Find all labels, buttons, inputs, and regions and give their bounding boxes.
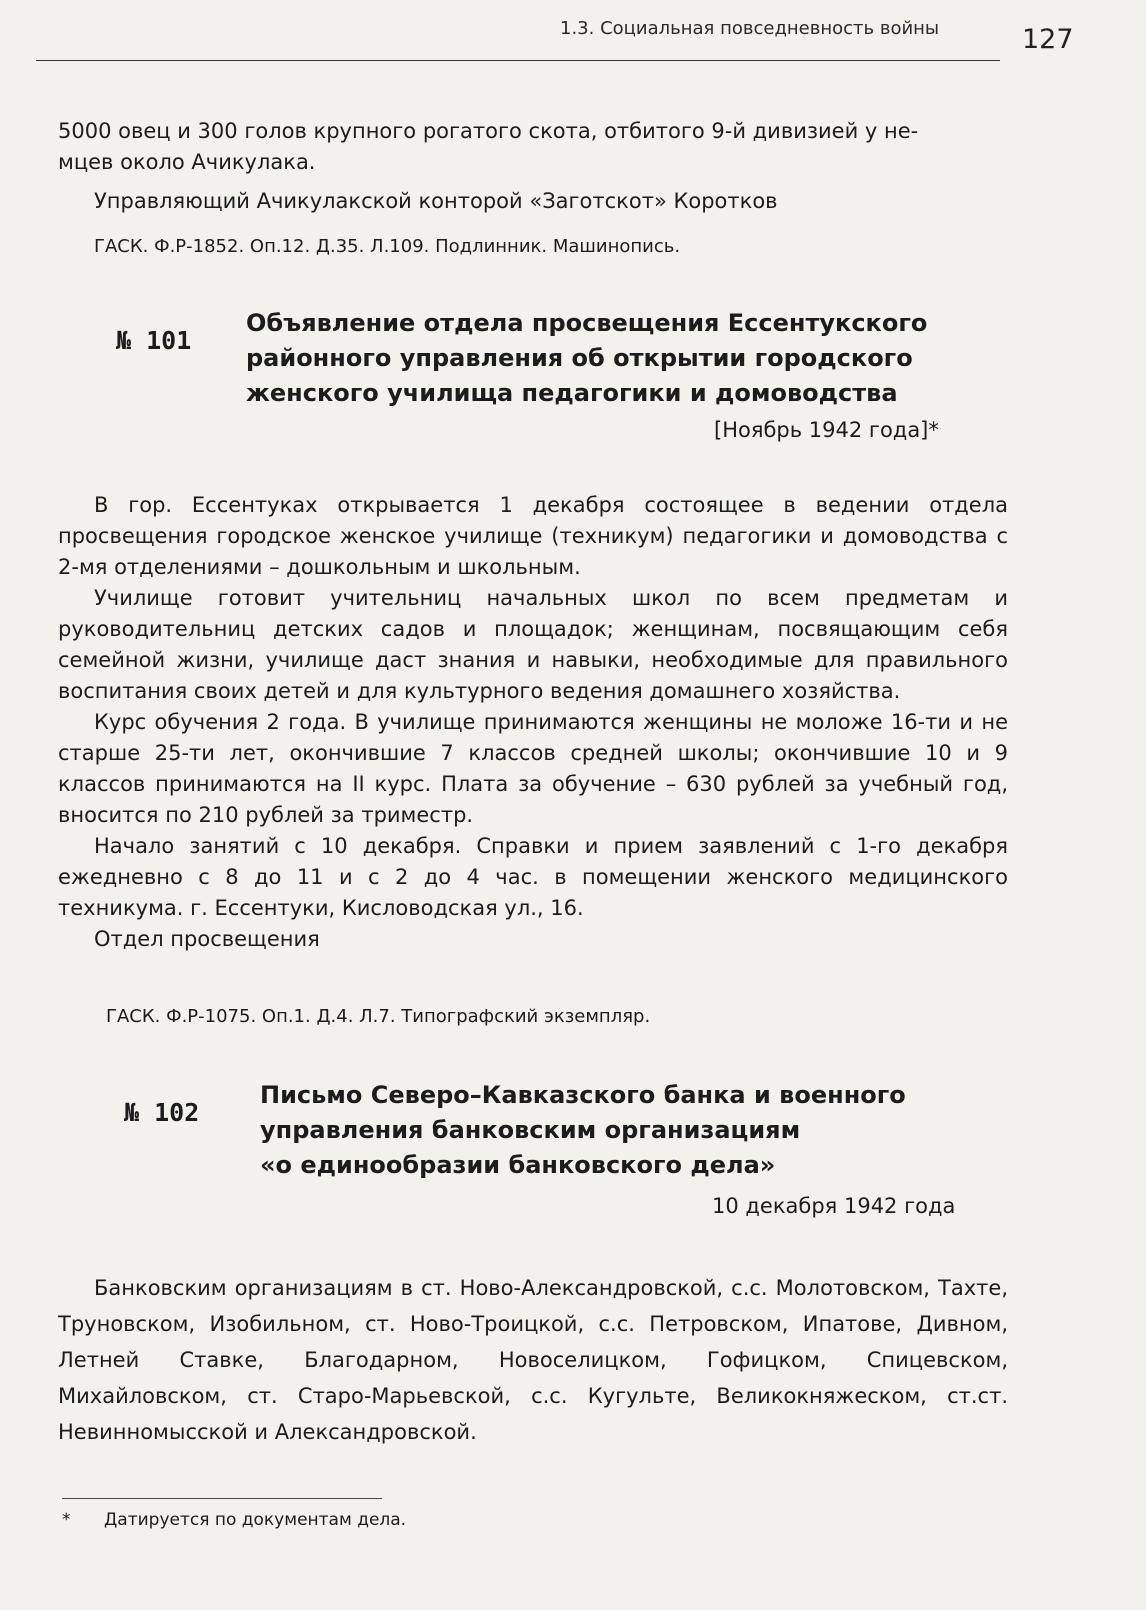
doc-101-number: № 101 — [116, 326, 192, 355]
doc-102-paragraph: Банковским организациям в ст. Ново-Александровской, с.с. Молотовском, Тахте, Труновском, Изобильном, ст. Ново-Троицкой, с.с. Петровском, Ипатове, Дивном, Летней Ставке, Благодарном, Новоселицком, Гофицком, Спицевском, Михайловском, ст. Старо-Марьевской, с.с. Кугульте, Великокняжеском, ст.ст. Невинномысской и Александровской. — [58, 1276, 1008, 1444]
footnote-rule — [62, 1498, 382, 1499]
doc-102-title-line-2: управления банковским организациям — [260, 1116, 801, 1144]
prev-doc-line-2: мцев около Ачикулака. — [58, 150, 316, 174]
page-number: 127 — [1022, 24, 1074, 55]
prev-doc-text — [58, 116, 1008, 178]
doc-102-date: 10 декабря 1942 года — [712, 1194, 956, 1218]
doc-101-paragraph-4: Начало занятий с 10 декабря. Справки и прием заявлений с 1-го декабря ежедневно с 8 до 11 и с 2 до 4 час. в помещении женского медицинского техникума. г. Ессентуки, Кисловодская ул., 16. — [58, 834, 1008, 920]
footnote — [62, 1510, 406, 1530]
prev-doc-signature: Управляющий Ачикулакской конторой «Заготскот» Коротков — [94, 189, 778, 213]
doc-102-title — [260, 1078, 1010, 1183]
doc-101-paragraph-2: Училище готовит учительниц начальных школ по всем предметам и руководительниц детских садов и площадок; женщинам, посвящающим себя семейной жизни, училище даст знания и навыки, необходимые для правильного воспитания своих детей и для культурного ведения домашнего хозяйства. — [58, 586, 1008, 703]
doc-101-paragraph-1: В гор. Ессентуках открывается 1 декабря состоящее в ведении отдела просвещения городское женское училище (техникум) педагогики и домоводства с 2-мя отделениями – дошкольным и школьным. — [58, 493, 1008, 579]
prev-doc-line-1: 5000 овец и 300 голов крупного рогатого скота, отбитого 9-й дивизией у не- — [58, 119, 919, 143]
doc-101-date: [Ноябрь 1942 года]* — [714, 418, 939, 442]
doc-102-title-line-3: «о единообразии банковского дела» — [260, 1151, 776, 1179]
running-header: 1.3. Социальная повседневность войны — [560, 18, 940, 39]
header-rule — [36, 60, 1000, 61]
prev-doc-source: ГАСК. Ф.Р-1852. Оп.12. Д.35. Л.109. Подлинник. Машинопись. — [94, 236, 681, 257]
doc-101-source: ГАСК. Ф.Р-1075. Оп.1. Д.4. Л.7. Типографский экземпляр. — [106, 1006, 651, 1027]
doc-102-body — [58, 1270, 1008, 1450]
doc-101-signature: Отдел просвещения — [94, 927, 320, 951]
doc-102-title-line-1: Письмо Северо–Кавказского банка и военного — [260, 1081, 906, 1109]
doc-102-number: № 102 — [124, 1098, 200, 1127]
footnote-text: Датируется по документам дела. — [104, 1510, 407, 1530]
doc-101-title-line-2: районного управления об открытии городского — [246, 344, 913, 372]
footnote-mark: * — [62, 1510, 71, 1530]
doc-101-paragraph-3: Курс обучения 2 года. В училище принимаются женщины не моложе 16-ти и не старше 25-ти лет, окончившие 7 классов средней школы; окончившие 10 и 9 классов принимаются на II курс. Плата за обучение – 630 рублей за учебный год, вносится по 210 рублей за триместр. — [58, 710, 1008, 827]
doc-101-title-line-1: Объявление отдела просвещения Ессентукского — [246, 309, 928, 337]
doc-101-title — [246, 306, 1006, 411]
doc-101-body — [58, 490, 1008, 955]
doc-101-title-line-3: женского училища педагогики и домоводства — [246, 379, 898, 407]
